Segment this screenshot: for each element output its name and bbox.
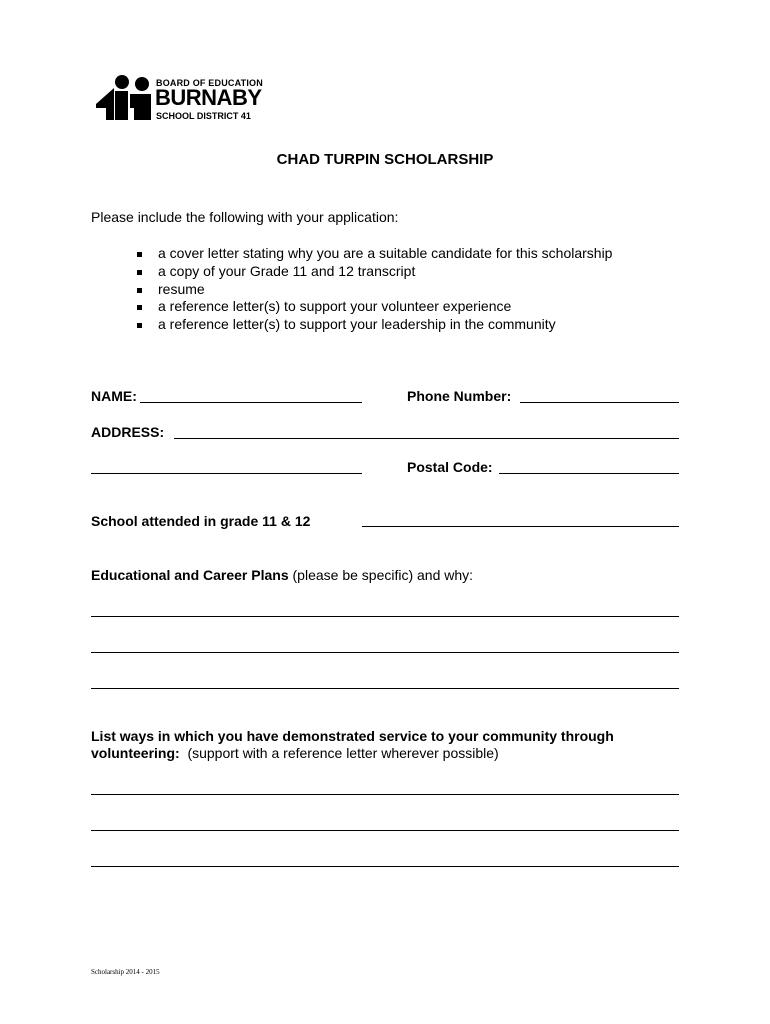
phone-field[interactable] bbox=[520, 402, 679, 403]
name-field[interactable] bbox=[140, 402, 362, 403]
phone-label: Phone Number: bbox=[407, 388, 512, 404]
list-item: resume bbox=[136, 281, 612, 299]
postal-code-field[interactable] bbox=[499, 473, 679, 474]
list-item: a cover letter stating why you are a suitable candidate for this scholarship bbox=[136, 245, 612, 263]
plans-line-1[interactable] bbox=[91, 616, 679, 617]
people-logo-icon bbox=[96, 74, 156, 124]
address-field[interactable] bbox=[174, 438, 679, 439]
address-line2-field[interactable] bbox=[91, 473, 362, 474]
intro-text: Please include the following with your application: bbox=[91, 209, 399, 225]
bullet-icon bbox=[137, 305, 142, 310]
bullet-icon bbox=[137, 270, 142, 275]
service-label-line2: volunteering: (support with a reference letter wherever possible) bbox=[91, 745, 499, 761]
logo-board-text: BOARD OF EDUCATION bbox=[156, 78, 263, 88]
service-line-3[interactable] bbox=[91, 866, 679, 867]
service-label-line1: List ways in which you have demonstrated service to your community through bbox=[91, 728, 614, 744]
logo-burnaby-text: BURNABY bbox=[155, 85, 262, 110]
postal-code-label: Postal Code: bbox=[407, 459, 493, 475]
plans-line-3[interactable] bbox=[91, 688, 679, 689]
list-item: a copy of your Grade 11 and 12 transcript bbox=[136, 263, 612, 281]
logo-district-text: SCHOOL DISTRICT 41 bbox=[156, 111, 251, 121]
list-item: a reference letter(s) to support your leadership in the community bbox=[136, 316, 612, 334]
list-item: a reference letter(s) to support your volunteer experience bbox=[136, 298, 612, 316]
bullet-icon bbox=[137, 323, 142, 328]
school-label: School attended in grade 11 & 12 bbox=[91, 513, 311, 529]
school-field[interactable] bbox=[362, 526, 679, 527]
requirements-list bbox=[136, 245, 612, 334]
burnaby-school-district-logo bbox=[96, 74, 266, 124]
bullet-icon bbox=[137, 252, 142, 257]
page-title: CHAD TURPIN SCHOLARSHIP bbox=[276, 151, 494, 168]
service-line-2[interactable] bbox=[91, 830, 679, 831]
footer-text: Scholarship 2014 - 2015 bbox=[91, 968, 160, 976]
bullet-icon bbox=[137, 288, 142, 293]
plans-line-2[interactable] bbox=[91, 652, 679, 653]
address-label: ADDRESS: bbox=[91, 424, 165, 440]
service-line-1[interactable] bbox=[91, 794, 679, 795]
plans-label: Educational and Career Plans (please be specific) and why: bbox=[91, 567, 474, 583]
name-label: NAME: bbox=[91, 388, 137, 404]
